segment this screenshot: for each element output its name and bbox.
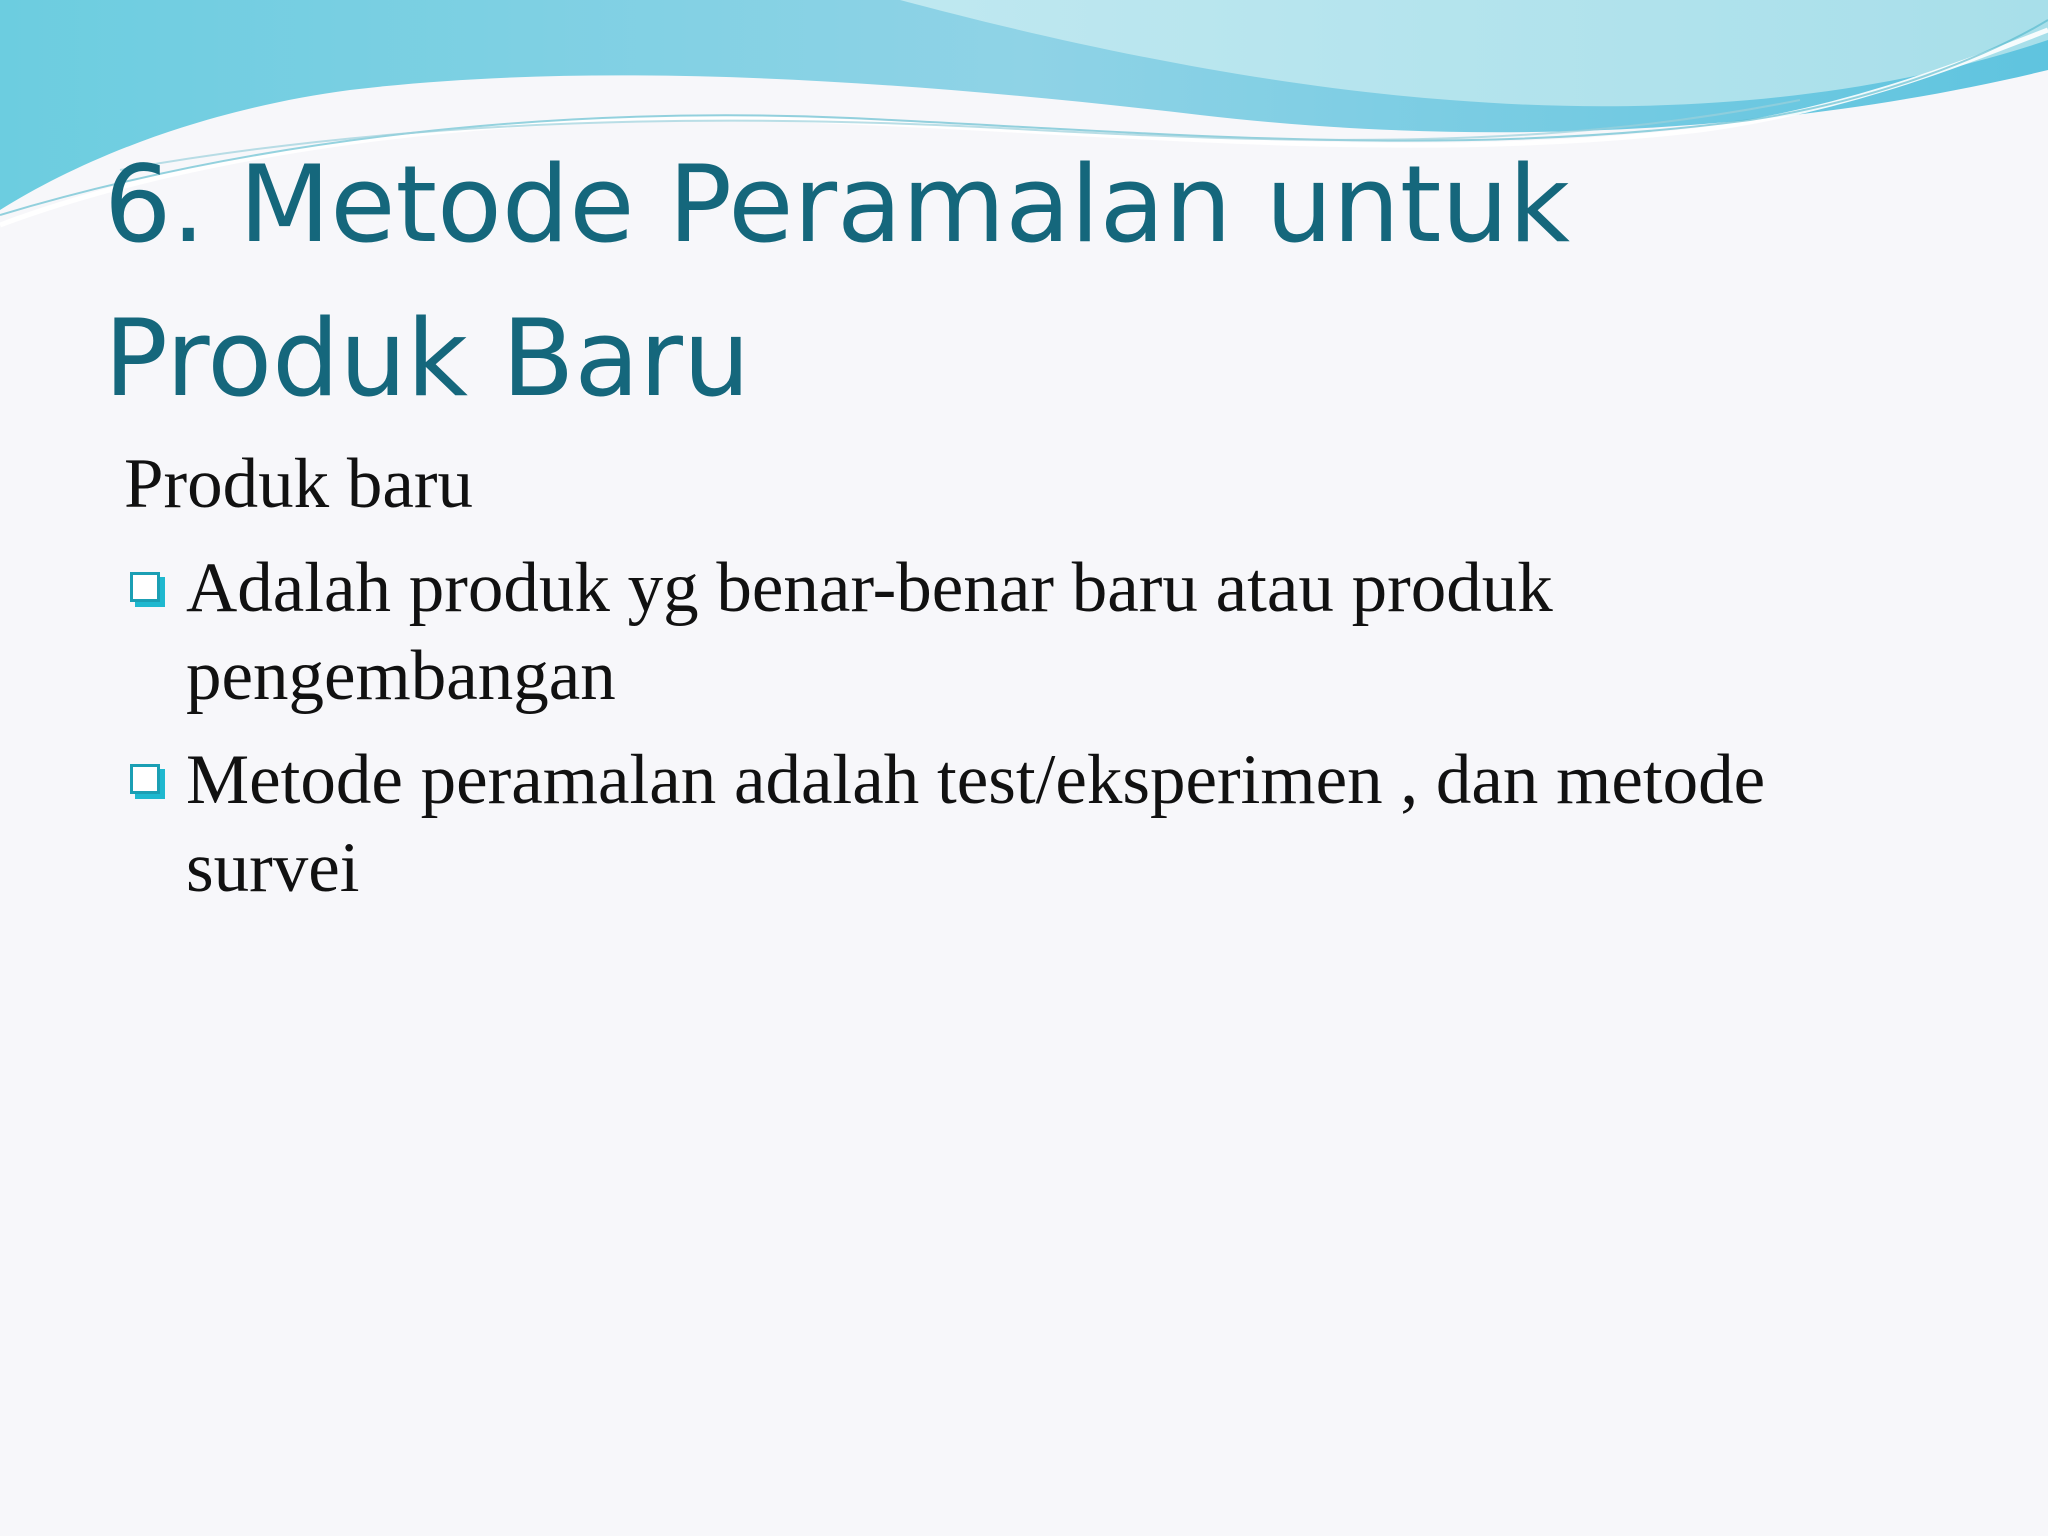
slide-body [124,440,1944,928]
bullet-item [124,736,1944,912]
bullet-list [124,544,1944,912]
square-bullet-icon [130,764,164,798]
intro-text: Produk baru [124,445,474,523]
square-bullet-icon [130,572,164,606]
bullet-item [124,544,1944,720]
bullet-text: Adalah produk yg benar-benar baru atau produk pengembangan [186,549,1553,715]
bullet-text: Metode peramalan adalah test/eksperimen , dan metode survei [186,741,1766,907]
slide-title: 6. Metode Peramalan untuk Produk Baru [104,143,1570,420]
